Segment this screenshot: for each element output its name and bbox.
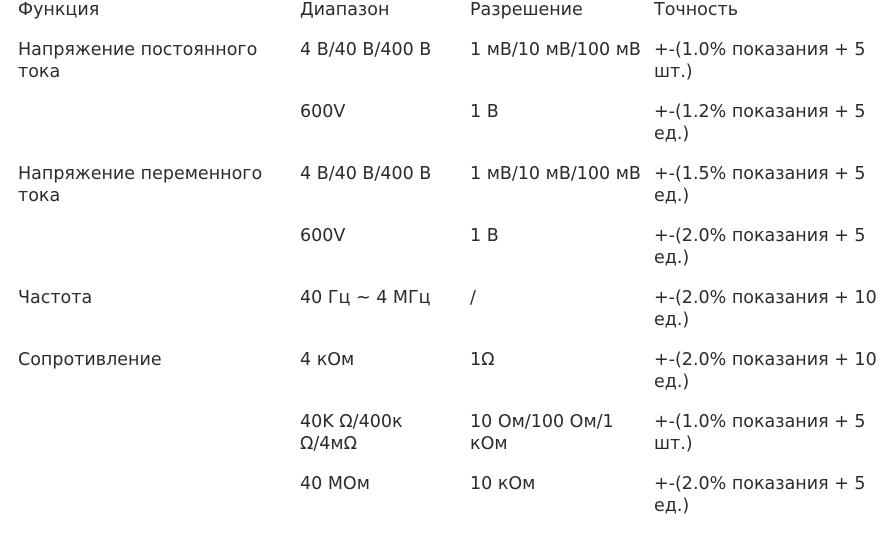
cell-accuracy: +-(1.2% показания + 5 ед.) (654, 102, 866, 144)
cell-function (18, 411, 300, 473)
table-row (18, 101, 895, 163)
cell-range: 40K Ω/400к Ω/4мΩ (300, 412, 403, 454)
cell-function: Частота (18, 288, 93, 308)
cell-accuracy: +-(1.0% показания + 5 шт.) (654, 40, 866, 82)
table-row (18, 287, 895, 349)
cell-range: 40 МОм (300, 474, 370, 494)
cell-resolution: 1 В (470, 226, 499, 246)
table-body (18, 39, 895, 535)
header-range: Диапазон (300, 0, 390, 20)
cell-accuracy: +-(2.0% показания + 5 ед.) (654, 474, 866, 516)
cell-accuracy: +-(2.0% показания + 10 ед.) (654, 288, 877, 330)
table-row (18, 411, 895, 473)
specifications-table (18, 0, 895, 535)
cell-resolution: 10 кОм (470, 474, 536, 494)
cell-function (18, 101, 300, 163)
cell-resolution: 1 мВ/10 мВ/100 мВ (470, 40, 641, 60)
header-function: Функция (18, 0, 100, 20)
table-row (18, 225, 895, 287)
table-header (18, 0, 895, 39)
cell-resolution: 1 В (470, 102, 499, 122)
header-resolution: Разрешение (470, 0, 583, 20)
header-row (18, 0, 895, 39)
cell-function (18, 225, 300, 287)
cell-accuracy: +-(2.0% показания + 5 ед.) (654, 226, 866, 268)
cell-range: 4 кОм (300, 350, 355, 370)
cell-accuracy: +-(1.5% показания + 5 ед.) (654, 164, 866, 206)
cell-range: 600V (300, 226, 346, 246)
table-row (18, 163, 895, 225)
table-row (18, 473, 895, 535)
cell-resolution: 1Ω (470, 350, 495, 370)
cell-accuracy: +-(1.0% показания + 5 шт.) (654, 412, 866, 454)
cell-resolution: 10 Ом/100 Ом/1 кОм (470, 412, 614, 454)
table-row (18, 349, 895, 411)
cell-resolution: 1 мВ/10 мВ/100 мВ (470, 164, 641, 184)
cell-range: 600V (300, 102, 346, 122)
header-accuracy: Точность (654, 0, 739, 20)
cell-function (18, 473, 300, 535)
cell-range: 4 В/40 В/400 В (300, 164, 432, 184)
table-row (18, 39, 895, 101)
cell-range: 40 Гц ~ 4 МГц (300, 288, 431, 308)
cell-function: Напряжение переменного тока (18, 164, 263, 206)
cell-function: Сопротивление (18, 350, 162, 370)
cell-range: 4 В/40 В/400 В (300, 40, 432, 60)
cell-resolution: / (470, 288, 476, 308)
cell-function: Напряжение постоянного тока (18, 40, 258, 82)
cell-accuracy: +-(2.0% показания + 10 ед.) (654, 350, 877, 392)
